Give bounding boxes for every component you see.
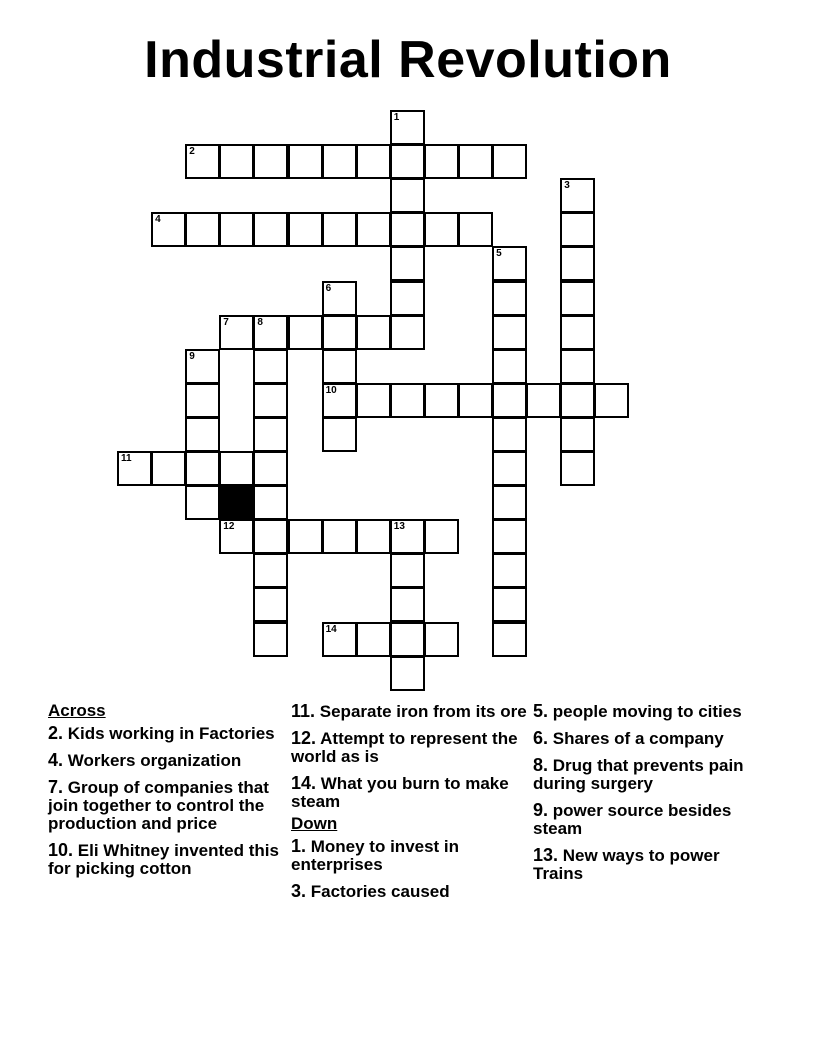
grid-cell[interactable]: [458, 383, 493, 418]
grid-cell[interactable]: [560, 417, 595, 452]
clue-number: 7: [223, 316, 229, 328]
grid-cell[interactable]: [560, 315, 595, 350]
across-heading: Across: [48, 701, 106, 720]
grid-cell[interactable]: [322, 144, 357, 179]
clue-across-7: 7. Group of companies that join together to control the production and price: [48, 777, 269, 833]
down-heading: Down: [291, 814, 338, 833]
grid-cell[interactable]: [390, 383, 425, 418]
clues-column-1: [48, 702, 284, 886]
clue-down-9: 9. power source besides steam: [533, 800, 732, 838]
grid-cell[interactable]: [288, 144, 323, 179]
clue-number: 12: [223, 521, 235, 533]
clue-down-3: 3. Factories caused: [291, 881, 450, 901]
clue-number: 13: [393, 521, 405, 533]
grid-cell[interactable]: [560, 178, 595, 213]
grid-cell[interactable]: [322, 281, 357, 316]
grid-cell[interactable]: [492, 587, 527, 622]
clue-number: 4: [155, 214, 161, 226]
grid-cell[interactable]: [253, 587, 288, 622]
grid-cell[interactable]: [560, 246, 595, 281]
grid-cell[interactable]: [390, 656, 425, 691]
grid-cell[interactable]: [492, 383, 527, 418]
grid-cell[interactable]: [390, 246, 425, 281]
grid-cell[interactable]: [390, 553, 425, 588]
grid-cell[interactable]: [424, 144, 459, 179]
clue-across-14: 14. What you burn to make steam: [291, 773, 509, 811]
grid-cell[interactable]: [492, 144, 527, 179]
grid-cell[interactable]: [322, 622, 357, 657]
grid-cell[interactable]: [390, 144, 425, 179]
grid-cell[interactable]: [560, 383, 595, 418]
grid-cell[interactable]: [356, 622, 391, 657]
grid-cell[interactable]: [356, 144, 391, 179]
clue-down-8: 8. Drug that prevents pain during surgery: [533, 755, 744, 793]
grid-cell[interactable]: [424, 622, 459, 657]
grid-cell[interactable]: [390, 110, 425, 145]
clues-column-2: [291, 702, 527, 909]
grid-cell[interactable]: [458, 212, 493, 247]
grid-cell[interactable]: [219, 451, 254, 486]
grid-cell[interactable]: [424, 383, 459, 418]
grid-cell[interactable]: [390, 587, 425, 622]
grid-cell[interactable]: [390, 178, 425, 213]
clue-across-4: 4. Workers organization: [48, 750, 242, 770]
clue-number: 6: [325, 282, 332, 294]
grid-cell[interactable]: [185, 383, 220, 418]
grid-cell[interactable]: [219, 212, 254, 247]
grid-cell[interactable]: [322, 417, 357, 452]
clue-across-11: 11. Separate iron from its ore: [291, 701, 527, 721]
grid-cell[interactable]: [219, 315, 254, 350]
clue-across-10: 10. Eli Whitney invented this for picking cotton: [48, 840, 279, 878]
grid-cell[interactable]: [492, 417, 527, 452]
grid-cell[interactable]: [356, 383, 391, 418]
grid-cell[interactable]: [458, 144, 493, 179]
clue-number: 2: [189, 146, 195, 158]
grid-cell[interactable]: [253, 417, 288, 452]
grid-cell[interactable]: [492, 622, 527, 657]
grid-cell[interactable]: [288, 212, 323, 247]
grid-cell[interactable]: [356, 519, 391, 554]
grid-cell[interactable]: [390, 519, 425, 554]
grid-cell[interactable]: [560, 281, 595, 316]
grid-cell[interactable]: [185, 485, 220, 520]
grid-cell[interactable]: [526, 383, 561, 418]
grid-cell[interactable]: [390, 212, 425, 247]
grid-cell[interactable]: [322, 349, 357, 384]
grid-cell[interactable]: [356, 315, 391, 350]
clue-down-1: 1. Money to invest in enterprises: [291, 836, 460, 874]
clue-number: 11: [121, 453, 132, 464]
black-square: [219, 485, 254, 520]
grid-cell[interactable]: [185, 144, 220, 179]
grid-cell[interactable]: [151, 212, 186, 247]
grid-cell[interactable]: [253, 622, 288, 657]
grid-cell[interactable]: [253, 383, 288, 418]
grid-cell[interactable]: [253, 212, 288, 247]
grid-cell[interactable]: [492, 349, 527, 384]
clue-down-13: 13. New ways to power Trains: [533, 845, 720, 883]
grid-cell[interactable]: [492, 246, 527, 281]
grid-cell[interactable]: [390, 622, 425, 657]
grid-cell[interactable]: [253, 519, 288, 554]
clue-down-6: 6. Shares of a company: [533, 728, 724, 748]
grid-cell[interactable]: [253, 451, 288, 486]
grid-cell[interactable]: [219, 144, 254, 179]
grid-cell[interactable]: [492, 281, 527, 316]
grid-cell[interactable]: [322, 315, 357, 350]
grid-cell[interactable]: [492, 315, 527, 350]
page-title: Industrial Revolution: [144, 31, 672, 89]
grid-cell[interactable]: [288, 519, 323, 554]
grid-cell[interactable]: [492, 553, 527, 588]
clue-down-5: 5. people moving to cities: [533, 701, 742, 721]
grid-cell[interactable]: [185, 349, 220, 384]
clue-number: 3: [564, 180, 570, 192]
grid-cell[interactable]: [492, 451, 527, 486]
grid-cell[interactable]: [185, 212, 220, 247]
grid-cell[interactable]: [390, 315, 425, 350]
grid-cell[interactable]: [117, 451, 152, 486]
clue-number: 14: [325, 623, 337, 635]
clues-column-3: [533, 702, 769, 891]
clue-number: 9: [189, 350, 195, 362]
clue-number: 8: [257, 316, 263, 328]
grid-cell[interactable]: [560, 451, 595, 486]
grid-cell[interactable]: [253, 349, 288, 384]
grid-cell[interactable]: [253, 485, 288, 520]
grid-cell[interactable]: [560, 349, 595, 384]
clue-number: 10: [325, 384, 337, 396]
grid-cell[interactable]: [322, 519, 357, 554]
grid-cell[interactable]: [356, 212, 391, 247]
grid-cell[interactable]: [253, 315, 288, 350]
grid-cell[interactable]: [151, 451, 186, 486]
grid-cell[interactable]: [322, 383, 357, 418]
grid-cell[interactable]: [492, 485, 527, 520]
grid-cell[interactable]: [253, 553, 288, 588]
grid-cell[interactable]: [560, 212, 595, 247]
grid-cell[interactable]: [322, 212, 357, 247]
grid-cell[interactable]: [594, 383, 629, 418]
clue-number: 5: [496, 248, 502, 260]
grid-cell[interactable]: [219, 519, 254, 554]
clue-number: 1: [393, 112, 400, 123]
grid-cell[interactable]: [492, 519, 527, 554]
grid-cell[interactable]: [424, 212, 459, 247]
grid-cell[interactable]: [185, 417, 220, 452]
clue-across-2: 2. Kids working in Factories: [48, 723, 275, 743]
grid-cell[interactable]: [288, 315, 323, 350]
grid-cell[interactable]: [185, 451, 220, 486]
grid-cell[interactable]: [424, 519, 459, 554]
clue-across-12: 12. Attempt to represent the world as is: [291, 728, 518, 766]
grid-cell[interactable]: [390, 281, 425, 316]
grid-cell[interactable]: [253, 144, 288, 179]
